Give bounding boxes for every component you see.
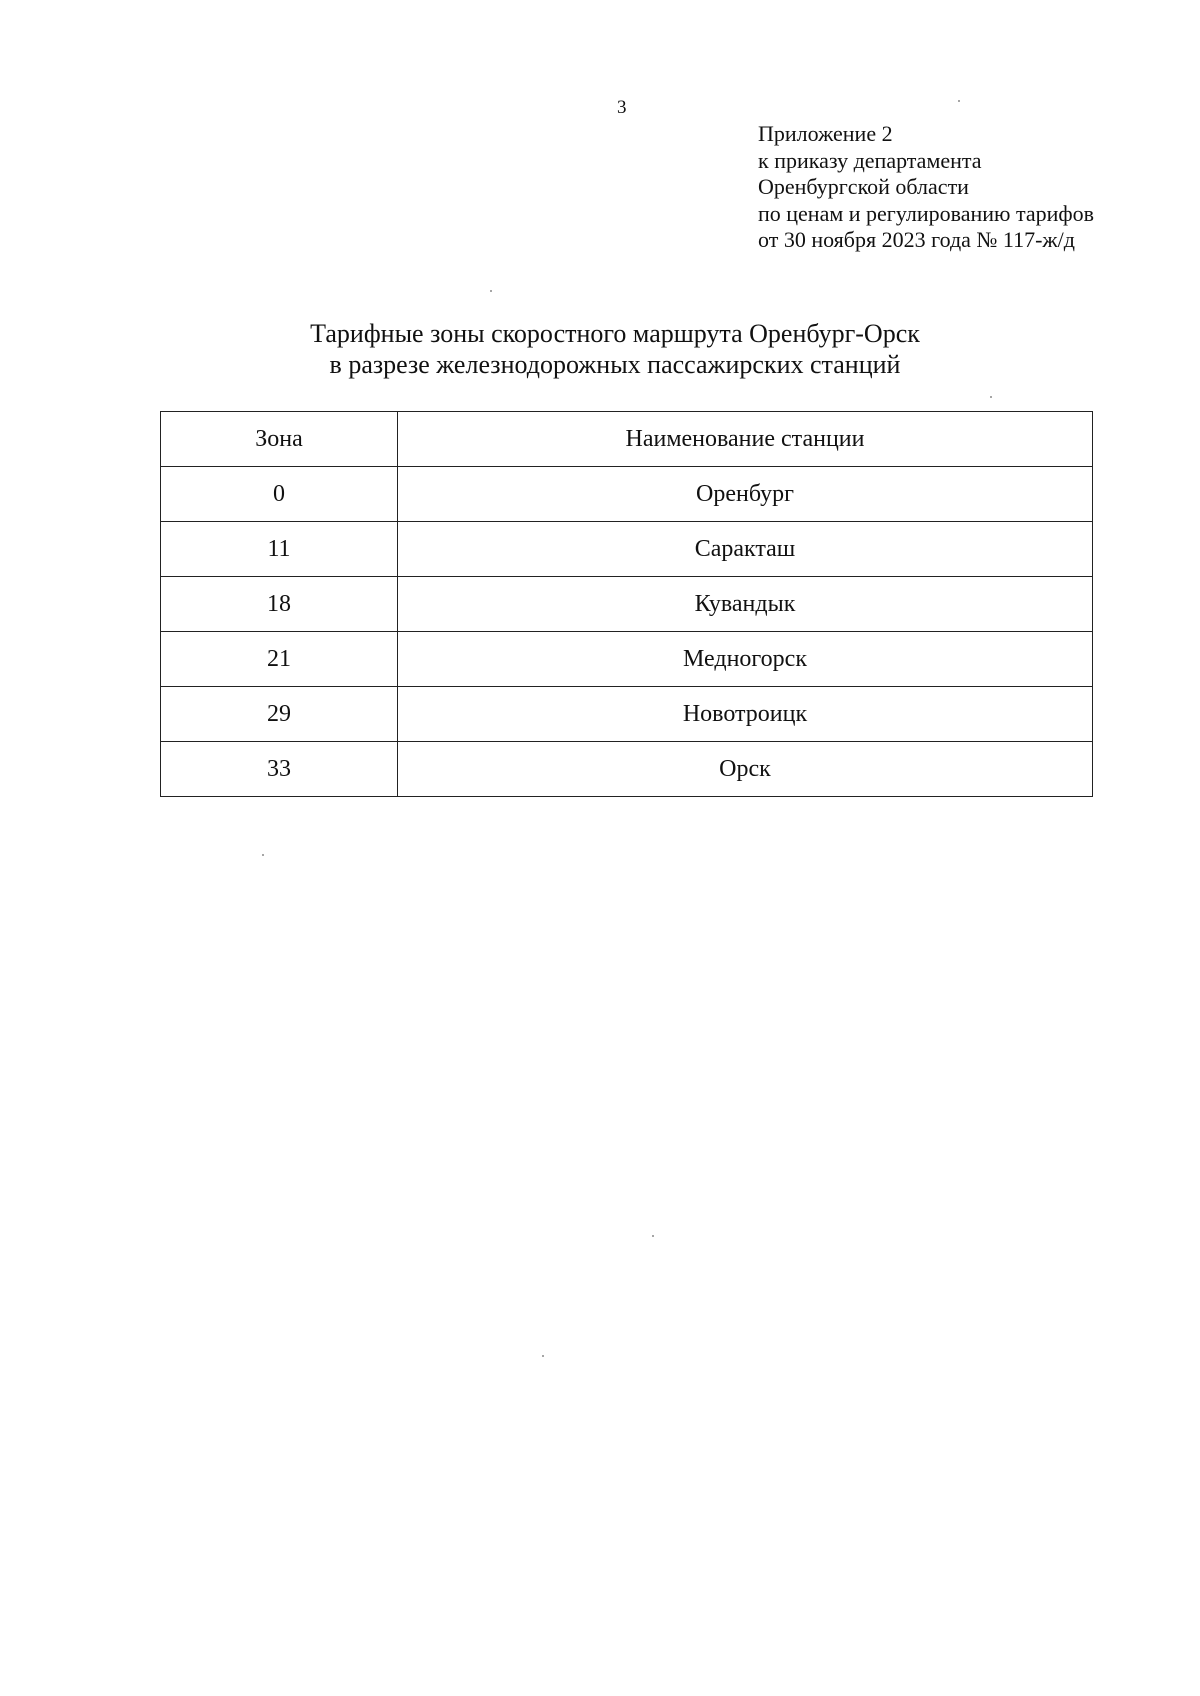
column-header-zone: Зона <box>161 412 398 467</box>
table-row <box>161 467 1093 522</box>
scan-speck <box>542 1355 544 1357</box>
appendix-line: от 30 ноября 2023 года № 117-ж/д <box>758 227 1075 252</box>
page-number: 3 <box>617 97 627 118</box>
appendix-line: Оренбургской области <box>758 174 969 199</box>
appendix-line: по ценам и регулированию тарифов <box>758 200 1095 226</box>
table-row <box>161 577 1093 632</box>
table-row <box>161 742 1093 797</box>
table-row <box>161 687 1093 742</box>
zone-cell: 11 <box>161 522 398 577</box>
column-header-station: Наименование станции <box>398 412 1093 467</box>
zone-cell: 18 <box>161 577 398 632</box>
station-cell: Орск <box>398 742 1093 797</box>
scan-speck <box>490 290 492 292</box>
station-cell: Саракташ <box>398 522 1093 577</box>
station-cell: Оренбург <box>398 467 1093 522</box>
zone-cell: 29 <box>161 687 398 742</box>
appendix-block <box>758 121 1188 254</box>
document-title-line: Тарифные зоны скоростного маршрута Оренбург-Орск <box>310 319 920 348</box>
station-cell: Новотроицк <box>398 687 1093 742</box>
zone-cell: 0 <box>161 467 398 522</box>
scan-speck <box>262 854 264 856</box>
scan-speck <box>958 100 960 102</box>
table-header-row <box>161 412 1093 467</box>
document-title-line: в разрезе железнодорожных пассажирских станций <box>329 350 901 379</box>
zone-cell: 33 <box>161 742 398 797</box>
scan-speck <box>652 1235 654 1237</box>
table-row <box>161 632 1093 687</box>
tariff-zones-table <box>160 411 1093 797</box>
document-title <box>200 318 1030 380</box>
scan-speck <box>990 396 992 398</box>
station-cell: Медногорск <box>398 632 1093 687</box>
station-cell: Кувандык <box>398 577 1093 632</box>
table-row <box>161 522 1093 577</box>
zone-cell: 21 <box>161 632 398 687</box>
appendix-line: Приложение 2 <box>758 121 893 146</box>
appendix-line: к приказу департамента <box>758 147 982 173</box>
